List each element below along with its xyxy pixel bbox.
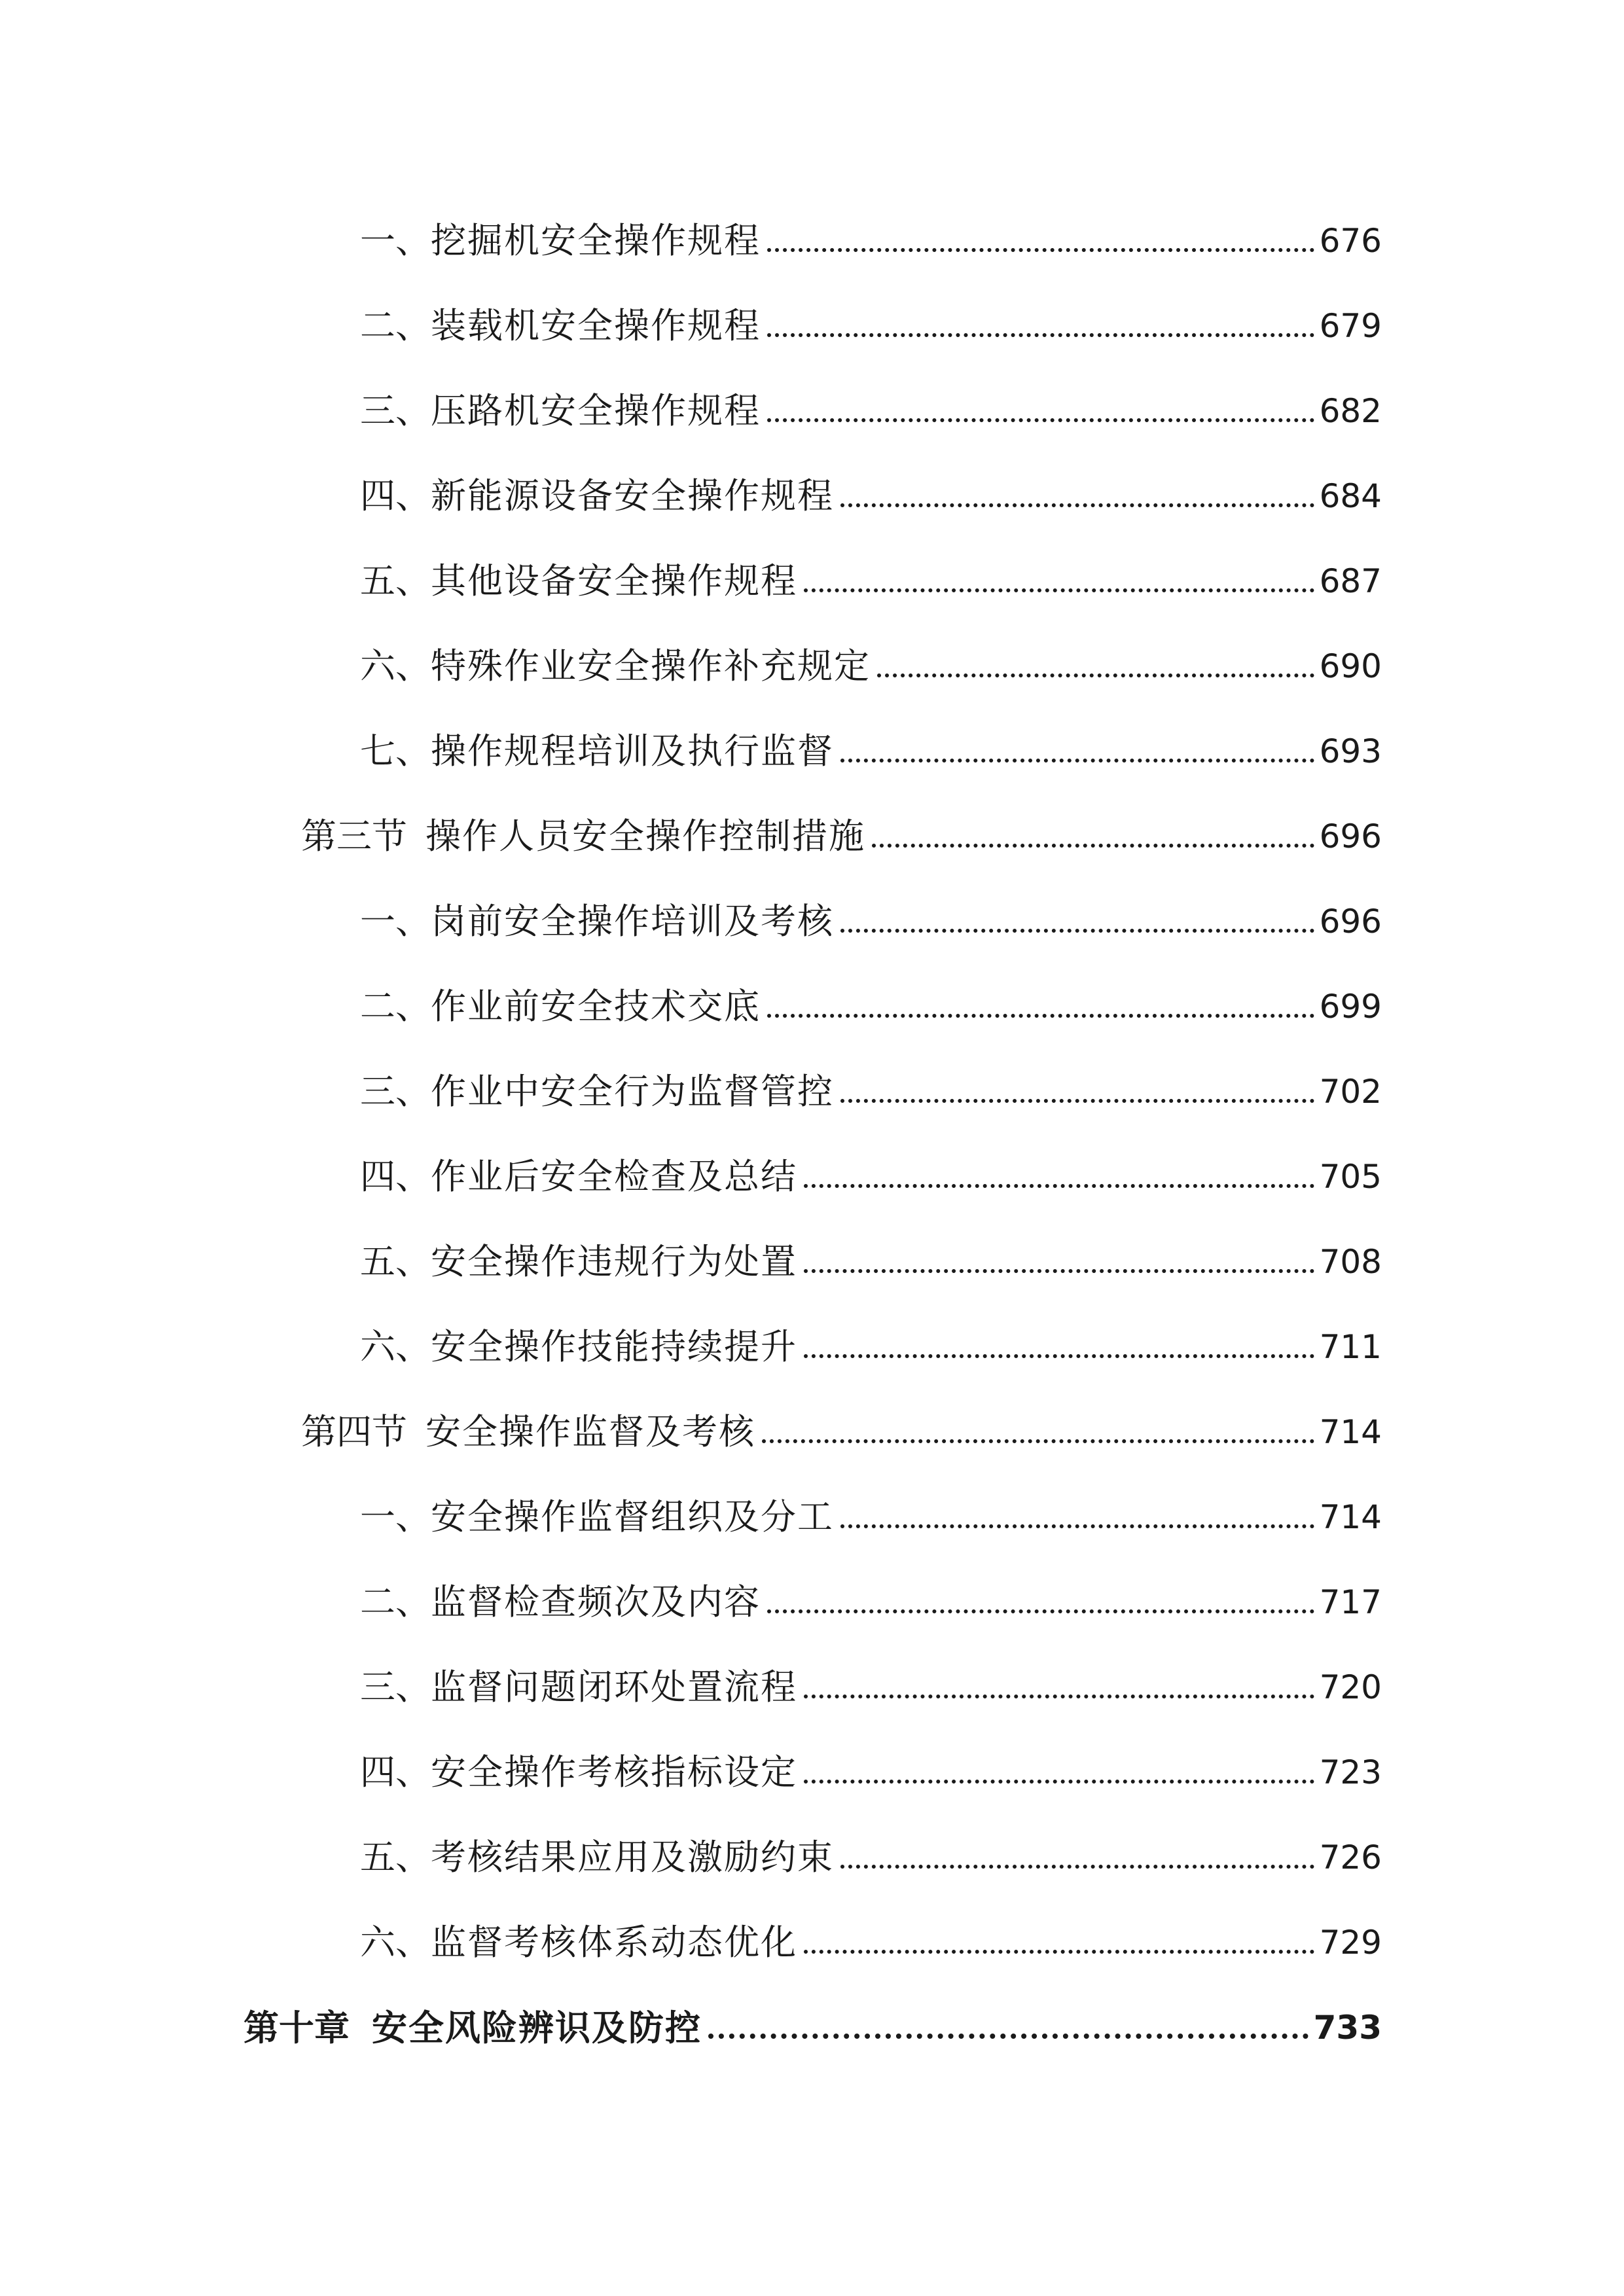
toc-entry[interactable] xyxy=(360,1573,1382,1625)
toc-entry[interactable] xyxy=(360,1062,1382,1115)
toc-entry-title: 安全操作监督组织及分工 xyxy=(431,1496,834,1537)
toc-entry-title: 安全操作考核指标设定 xyxy=(431,1751,797,1793)
toc-section-number: 第三节 xyxy=(301,816,407,857)
toc-entry-title: 特殊作业安全操作补充规定 xyxy=(431,645,871,687)
toc-entry-number: 一、 xyxy=(360,1496,431,1537)
toc-entry[interactable] xyxy=(360,1913,1382,1965)
toc-entry-page: 693 xyxy=(1319,732,1382,770)
dot-leader xyxy=(804,1354,1314,1358)
toc-entry-number: 六、 xyxy=(360,1922,431,1963)
toc-entry-number: 七、 xyxy=(360,730,431,772)
toc-entry-title: 新能源设备安全操作规程 xyxy=(431,475,834,516)
toc-entry-number: 六、 xyxy=(360,1326,431,1367)
toc-entry-page: 711 xyxy=(1319,1328,1382,1366)
dot-leader xyxy=(804,1269,1314,1273)
toc-section-page: 714 xyxy=(1319,1413,1382,1451)
toc-section-title: 操作人员安全操作控制措施 xyxy=(425,816,865,857)
toc-entry[interactable] xyxy=(360,892,1382,944)
toc-entry[interactable] xyxy=(360,382,1382,434)
toc-entry-number: 一、 xyxy=(360,901,431,942)
toc-chapter-page: 733 xyxy=(1313,2009,1382,2047)
toc-entry-page: 708 xyxy=(1319,1243,1382,1281)
dot-leader xyxy=(840,1865,1314,1869)
toc-section[interactable] xyxy=(301,1403,1382,1455)
toc-entry-page: 714 xyxy=(1319,1498,1382,1536)
toc-entry[interactable] xyxy=(360,467,1382,519)
toc-entry-page: 687 xyxy=(1319,562,1382,600)
toc-entry-title: 作业前安全技术交底 xyxy=(431,986,761,1027)
toc-entry-title: 操作规程培训及执行监督 xyxy=(431,730,834,772)
toc-entry-number: 二、 xyxy=(360,986,431,1027)
dot-leader xyxy=(767,333,1314,337)
toc-entry[interactable] xyxy=(360,1147,1382,1200)
dot-leader xyxy=(840,1099,1314,1103)
toc-entry-page: 676 xyxy=(1319,222,1382,260)
toc-entry[interactable] xyxy=(360,1658,1382,1710)
toc-section-number: 第四节 xyxy=(301,1411,407,1452)
toc-entry-number: 二、 xyxy=(360,305,431,346)
toc-entry[interactable] xyxy=(360,1232,1382,1285)
dot-leader xyxy=(840,503,1314,507)
toc-entry-title: 安全操作违规行为处置 xyxy=(431,1241,797,1282)
dot-leader xyxy=(840,759,1314,762)
toc-entry-title: 监督考核体系动态优化 xyxy=(431,1922,797,1963)
toc-entry-page: 696 xyxy=(1319,903,1382,941)
toc-entry[interactable] xyxy=(360,637,1382,689)
dot-leader xyxy=(877,673,1314,677)
dot-leader xyxy=(840,1524,1314,1528)
toc-chapter-number: 第十章 xyxy=(244,2007,350,2049)
toc-entry-title: 装载机安全操作规程 xyxy=(431,305,761,346)
toc-entry-title: 作业中安全行为监督管控 xyxy=(431,1071,834,1112)
toc-entry-page: 705 xyxy=(1319,1158,1382,1196)
dot-leader xyxy=(767,418,1314,422)
dot-leader xyxy=(872,844,1314,848)
dot-leader xyxy=(767,248,1314,252)
dot-leader xyxy=(767,1014,1314,1018)
toc-entry[interactable] xyxy=(360,296,1382,349)
toc-entry-title: 监督问题闭环处置流程 xyxy=(431,1666,797,1708)
toc-entry[interactable] xyxy=(360,1318,1382,1370)
toc-entry-page: 679 xyxy=(1319,307,1382,345)
toc-entry-title: 其他设备安全操作规程 xyxy=(431,560,797,601)
toc-entry-page: 699 xyxy=(1319,988,1382,1026)
dot-leader xyxy=(708,2034,1308,2039)
toc-chapter-title: 安全风险辨识及防控 xyxy=(372,2007,702,2049)
toc-chapter[interactable] xyxy=(244,1998,1382,2051)
dot-leader xyxy=(804,1780,1314,1784)
toc-entry-number: 四、 xyxy=(360,475,431,516)
toc-entry-title: 压路机安全操作规程 xyxy=(431,390,761,431)
toc-entry-number: 六、 xyxy=(360,645,431,687)
dot-leader xyxy=(804,1950,1314,1954)
toc-entry-number: 三、 xyxy=(360,1666,431,1708)
dot-leader xyxy=(840,929,1314,933)
toc-entry-title: 考核结果应用及激励约束 xyxy=(431,1837,834,1878)
toc-section-page: 696 xyxy=(1319,817,1382,855)
toc-entry-page: 690 xyxy=(1319,647,1382,685)
dot-leader xyxy=(762,1439,1314,1443)
toc-entry-title: 挖掘机安全操作规程 xyxy=(431,220,761,261)
toc-entry-page: 684 xyxy=(1319,477,1382,515)
toc-entry-page: 729 xyxy=(1319,1924,1382,1962)
toc-entry-title: 安全操作技能持续提升 xyxy=(431,1326,797,1367)
dot-leader xyxy=(767,1609,1314,1613)
toc-entry[interactable] xyxy=(360,722,1382,774)
toc-entry-number: 二、 xyxy=(360,1581,431,1623)
toc-entry-title: 监督检查频次及内容 xyxy=(431,1581,761,1623)
toc-entry-page: 726 xyxy=(1319,1839,1382,1876)
toc-section-title: 安全操作监督及考核 xyxy=(425,1411,755,1452)
toc-entry-page: 723 xyxy=(1319,1753,1382,1791)
toc-entry-page: 717 xyxy=(1319,1583,1382,1621)
toc-entry-number: 三、 xyxy=(360,390,431,431)
toc-entry[interactable] xyxy=(360,1488,1382,1540)
toc-entry-title: 作业后安全检查及总结 xyxy=(431,1156,797,1197)
dot-leader xyxy=(804,1184,1314,1188)
toc-entry[interactable] xyxy=(360,1828,1382,1880)
toc-entry-page: 682 xyxy=(1319,392,1382,430)
toc-entry[interactable] xyxy=(360,211,1382,264)
toc-entry-number: 三、 xyxy=(360,1071,431,1112)
toc-entry-number: 四、 xyxy=(360,1156,431,1197)
toc-entry-number: 五、 xyxy=(360,1241,431,1282)
toc-entry-number: 五、 xyxy=(360,1837,431,1878)
dot-leader xyxy=(804,1695,1314,1698)
toc-section[interactable] xyxy=(301,807,1382,859)
toc-entry-page: 720 xyxy=(1319,1668,1382,1706)
toc-entry-title: 岗前安全操作培训及考核 xyxy=(431,901,834,942)
dot-leader xyxy=(804,588,1314,592)
toc-entry[interactable] xyxy=(360,552,1382,604)
toc-entry[interactable] xyxy=(360,977,1382,1030)
toc-entry-number: 五、 xyxy=(360,560,431,601)
toc-entry-page: 702 xyxy=(1319,1073,1382,1111)
toc-entry-number: 一、 xyxy=(360,220,431,261)
toc-entry[interactable] xyxy=(360,1743,1382,1795)
toc-entry-number: 四、 xyxy=(360,1751,431,1793)
